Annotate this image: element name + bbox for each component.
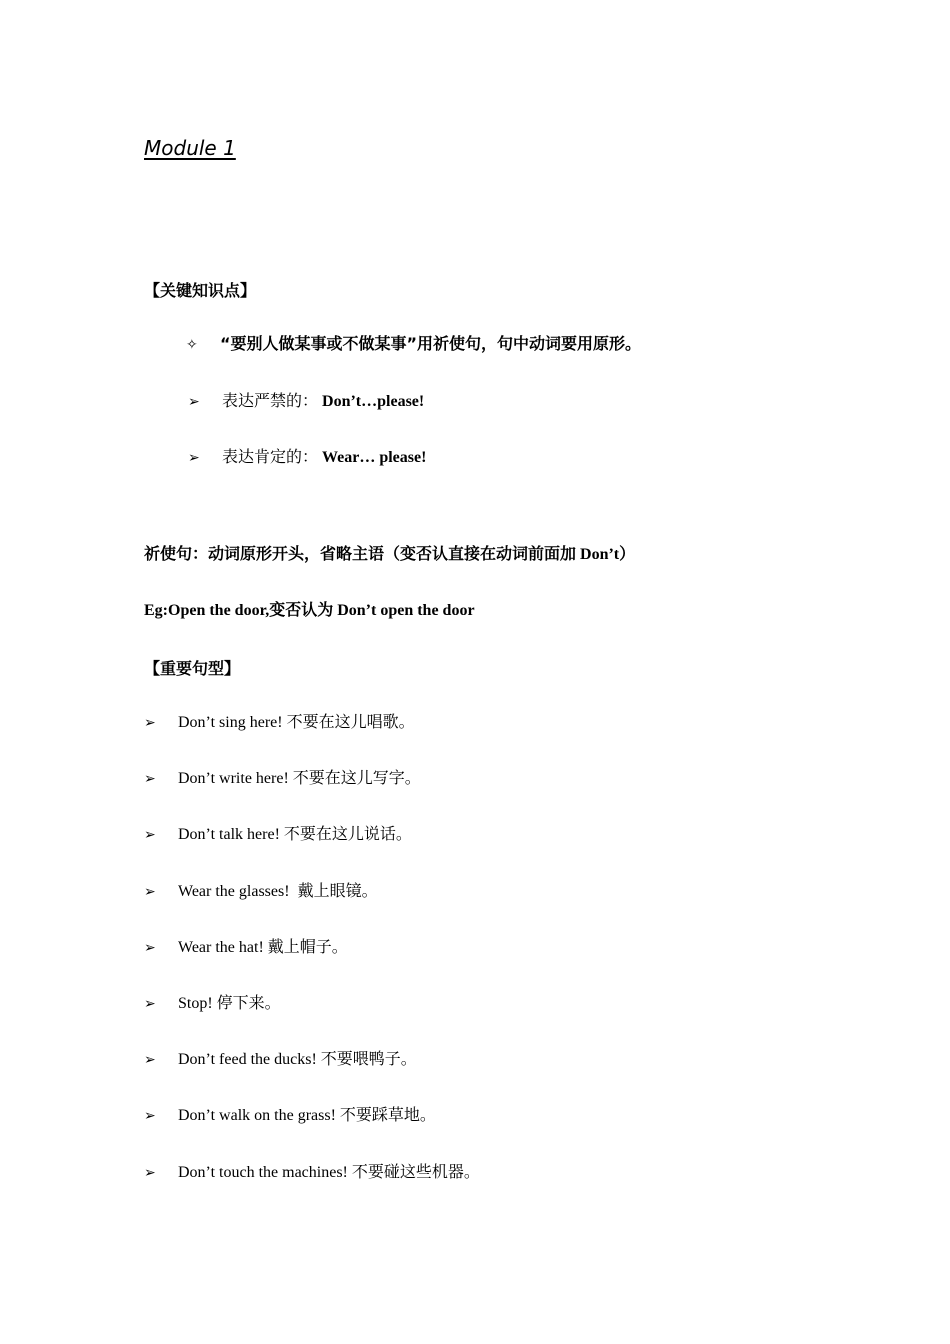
key-point-main-text: “要别人做某事或不做某事”用祈使句，句中动词要用原形。 bbox=[220, 334, 642, 353]
sentence-en: Don’t talk here! bbox=[178, 826, 284, 843]
key-point-sub-label: 表达严禁的： bbox=[222, 391, 319, 410]
sentence-en: Don’t feed the ducks! bbox=[178, 1051, 321, 1068]
sentence-zh: 不要在这儿唱歌。 bbox=[286, 712, 415, 731]
key-point-sub-example: Don’t…please! bbox=[322, 393, 425, 410]
rule-zh: 祈使句：动词原形开头，省略主语（变否认直接在动词前面加 bbox=[144, 544, 577, 563]
arrow-bullet-icon: ➢ bbox=[144, 884, 156, 900]
sentence-en: Don’t sing here! bbox=[178, 714, 287, 731]
example-part3: Don’t open the door bbox=[333, 602, 475, 619]
sentence-zh: 不要喂鸭子。 bbox=[320, 1049, 417, 1068]
example-part2: 变否认为 bbox=[269, 600, 334, 619]
key-point-sub-2 bbox=[188, 447, 426, 468]
sentence-zh: 戴上帽子。 bbox=[267, 937, 348, 956]
important-sentences-heading: 【重要句型】 bbox=[144, 659, 241, 678]
sentence-en: Don’t touch the machines! bbox=[178, 1164, 352, 1181]
arrow-bullet-icon: ➢ bbox=[144, 1165, 156, 1181]
rule-en: Don’t bbox=[576, 546, 620, 563]
sentence-zh: 不要碰这些机器。 bbox=[351, 1162, 480, 1181]
sentence-en: Wear the hat! bbox=[178, 939, 268, 956]
sentence-en: Stop! bbox=[178, 995, 217, 1012]
sentence-item bbox=[144, 824, 412, 845]
key-point-sub-label: 表达肯定的： bbox=[222, 447, 319, 466]
arrow-bullet-icon: ➢ bbox=[188, 450, 200, 466]
arrow-bullet-icon: ➢ bbox=[144, 827, 156, 843]
diamond-bullet-icon: ✧ bbox=[186, 337, 198, 353]
arrow-bullet-icon: ➢ bbox=[144, 771, 156, 787]
sentence-item bbox=[144, 993, 281, 1014]
sentence-item bbox=[144, 768, 421, 789]
rule-line bbox=[144, 544, 635, 565]
sentence-item bbox=[144, 712, 415, 733]
sentence-zh: 不要踩草地。 bbox=[339, 1105, 436, 1124]
key-points-heading: 【关键知识点】 bbox=[144, 281, 257, 300]
arrow-bullet-icon: ➢ bbox=[144, 996, 156, 1012]
rule-end: ） bbox=[619, 544, 636, 563]
key-point-sub-1 bbox=[188, 391, 424, 412]
sentence-zh: 戴上眼镜。 bbox=[297, 881, 378, 900]
sentence-item bbox=[144, 1049, 417, 1070]
arrow-bullet-icon: ➢ bbox=[144, 715, 156, 731]
sentence-item bbox=[144, 937, 348, 958]
sentence-zh: 不要在这儿说话。 bbox=[283, 824, 412, 843]
sentence-zh: 停下来。 bbox=[216, 993, 281, 1012]
arrow-bullet-icon: ➢ bbox=[188, 394, 200, 410]
sentence-en: Don’t write here! bbox=[178, 770, 293, 787]
sentence-zh: 不要在这儿写字。 bbox=[292, 768, 421, 787]
example-line bbox=[144, 600, 475, 621]
sentence-item bbox=[144, 1162, 480, 1183]
sentence-item bbox=[144, 1105, 436, 1126]
sentence-en: Don’t walk on the grass! bbox=[178, 1107, 340, 1124]
key-point-main bbox=[186, 334, 641, 355]
arrow-bullet-icon: ➢ bbox=[144, 1108, 156, 1124]
example-part1: Eg:Open the door, bbox=[144, 602, 270, 619]
sentence-en: Wear the glasses! bbox=[178, 883, 298, 900]
sentence-item bbox=[144, 881, 378, 902]
arrow-bullet-icon: ➢ bbox=[144, 1052, 156, 1068]
page-title: Module 1 bbox=[144, 136, 236, 160]
arrow-bullet-icon: ➢ bbox=[144, 940, 156, 956]
key-point-sub-example: Wear… please! bbox=[322, 449, 427, 466]
